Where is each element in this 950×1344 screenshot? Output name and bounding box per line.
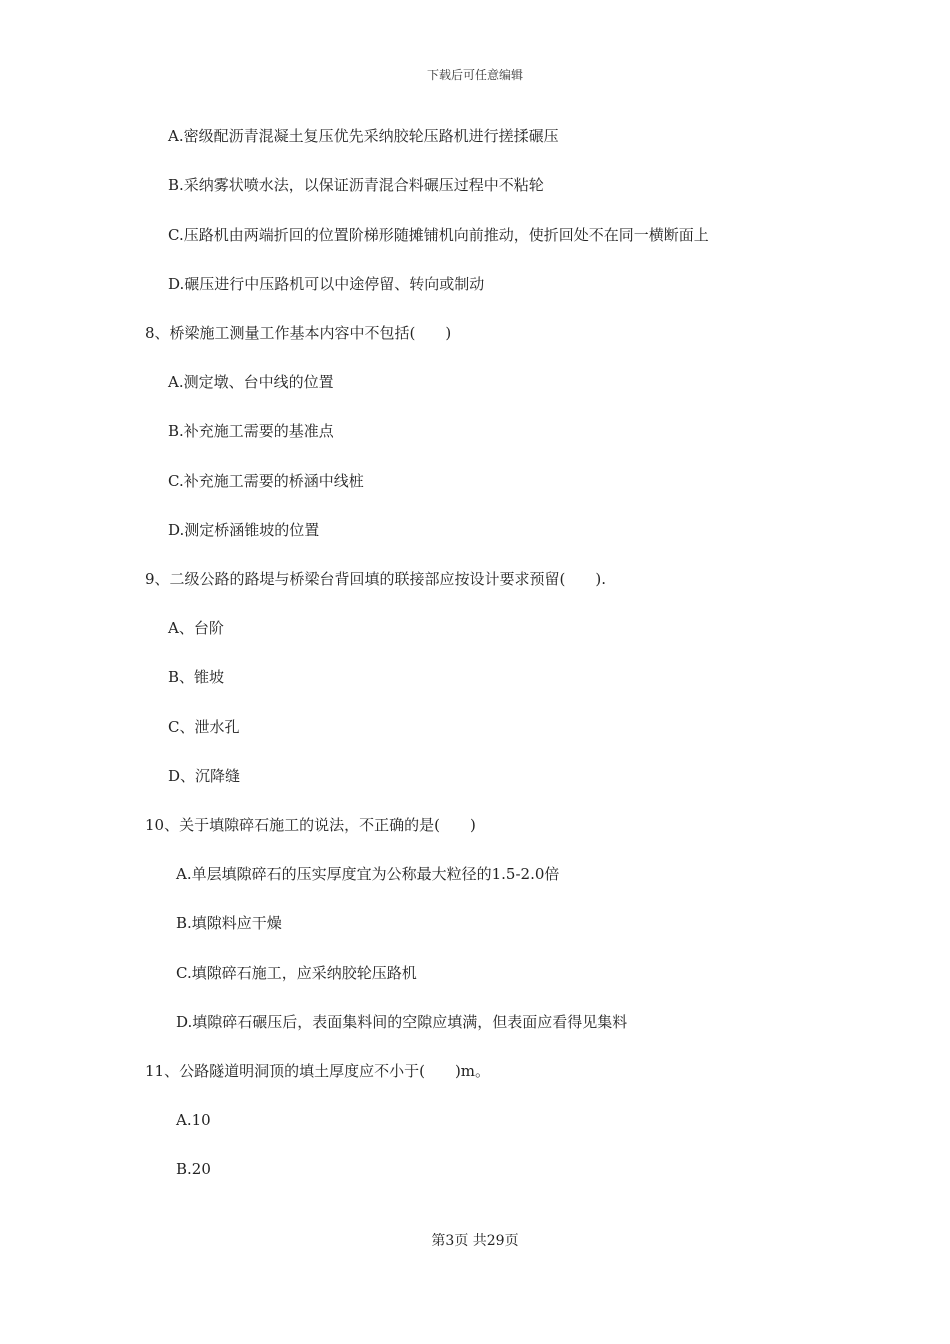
question-9-option-a: A、台阶 xyxy=(168,619,224,637)
option-d: D.碾压进行中压路机可以中途停留、转向或制动 xyxy=(168,275,485,293)
option-a: A.密级配沥青混凝土复压优先采纳胶轮压路机进行搓揉碾压 xyxy=(168,127,559,145)
question-10-option-a: A.单层填隙碎石的压实厚度宜为公称最大粒径的1.5-2.0倍 xyxy=(176,865,560,883)
question-10-option-c: C.填隙碎石施工，应采纳胶轮压路机 xyxy=(176,964,417,982)
question-10: 10、关于填隙碎石施工的说法，不正确的是( ) xyxy=(145,816,476,834)
question-9-option-d: D、沉降缝 xyxy=(168,767,241,785)
question-10-option-b: B.填隙料应干燥 xyxy=(176,914,282,932)
question-11-option-b: B.20 xyxy=(176,1160,211,1178)
question-8-option-b: B.补充施工需要的基准点 xyxy=(168,422,334,440)
option-c: C.压路机由两端折回的位置阶梯形随摊铺机向前推动，使折回处不在同一横断面上 xyxy=(168,226,709,244)
question-11: 11、公路隧道明洞顶的填土厚度应不小于( )m。 xyxy=(145,1062,491,1080)
question-8-option-c: C.补充施工需要的桥涵中线桩 xyxy=(168,472,364,490)
question-8-option-d: D.测定桥涵锥坡的位置 xyxy=(168,521,320,539)
question-9-option-b: B、锥坡 xyxy=(168,668,225,686)
question-8-option-a: A.测定墩、台中线的位置 xyxy=(168,373,334,391)
option-b: B.采纳雾状喷水法，以保证沥青混合料碾压过程中不粘轮 xyxy=(168,176,544,194)
page-header: 下载后可任意编辑 xyxy=(426,68,523,82)
question-9: 9、二级公路的路堤与桥梁台背回填的联接部应按设计要求预留( ). xyxy=(145,570,607,588)
page-number: 第3页 共29页 xyxy=(431,1233,519,1249)
question-8: 8、桥梁施工测量工作基本内容中不包括( ) xyxy=(145,324,452,342)
question-10-option-d: D.填隙碎石碾压后，表面集料间的空隙应填满，但表面应看得见集料 xyxy=(176,1013,628,1031)
question-11-option-a: A.10 xyxy=(176,1111,211,1129)
question-9-option-c: C、泄水孔 xyxy=(168,718,240,736)
